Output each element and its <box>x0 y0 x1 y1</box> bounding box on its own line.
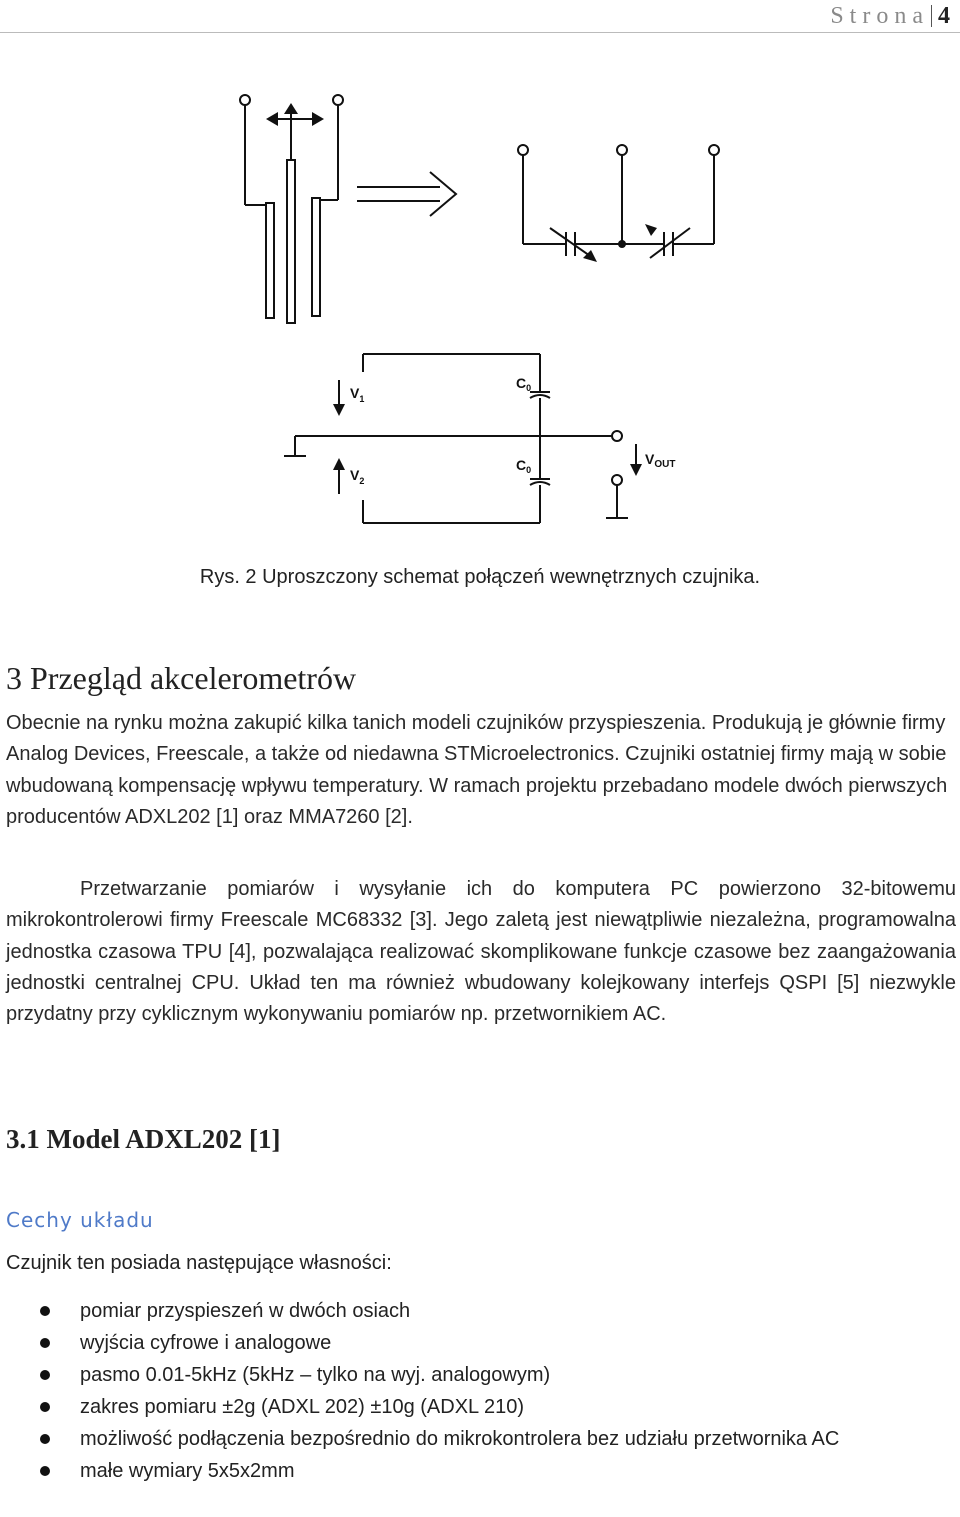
section-3-title: 3 Przegląd akcelerometrów <box>6 660 357 696</box>
junction-dot <box>618 240 626 248</box>
bullet-icon <box>40 1402 50 1412</box>
equivalent-circuit <box>284 354 636 523</box>
figure-caption: Rys. 2 Uproszczony schemat połączeń wewnętrznych czujnika. <box>199 566 761 588</box>
list-item: pasmo 0.01-5kHz (5kHz – tylko na wyj. analogowym) <box>0 1360 956 1391</box>
features-subtitle: Cechy układu <box>6 1208 154 1232</box>
v2-label: $V_2$ <box>350 467 365 486</box>
section-3-1-title: 3.1 Model ADXL202 [1] <box>6 1124 281 1154</box>
v1-arrow-icon <box>333 404 345 416</box>
bullet-icon <box>40 1338 50 1348</box>
page-number: 4 <box>938 2 950 29</box>
list-item: wyjścia cyfrowe i analogowe <box>0 1328 956 1359</box>
section-3-paragraph-1: Obecnie na rynku można zakupić kilka tanich modeli czujników przyspieszenia. Produkują je głównie firmy Analog Devices, Freescale, a także od niedawna STMicroelectronics. Czujniki ostatniej firmy mają w sobie wbudowaną kompensację wpływu temperatury. W ramach projektu przebadano modele dwóch pierwszych producentów ADXL202 [1] oraz MMA7260 [2]. <box>6 712 948 828</box>
v2-arrow-icon <box>333 458 345 470</box>
arrow-left-icon <box>266 112 278 126</box>
arrow-up-icon <box>284 103 298 114</box>
section-3-paragraph-2 <box>6 874 956 1030</box>
vout-label: $V_{OUT}$ <box>645 451 676 470</box>
c0-bottom-label: $C_0$ <box>516 457 532 475</box>
arrow-right-icon <box>312 112 324 126</box>
implies-arrow-icon <box>357 172 456 216</box>
bullet-icon <box>40 1306 50 1316</box>
variable-arrow-icon <box>645 224 657 236</box>
features-intro: Czujnik ten posiada następujące własności: <box>6 1252 392 1274</box>
c0-top-label: $C_0$ <box>516 375 532 393</box>
vout-arrow-icon <box>630 464 642 476</box>
bullet-icon <box>40 1370 50 1380</box>
section-3-paragraph-2-text: Przetwarzanie pomiarów i wysyłanie ich do komputera PC powierzono 32-bitowemu mikrokontrolerowi firmy Freescale MC68332 [3]. Jego zaletą jest niewątpliwie niezależna, programowalna jednostka czasowa TPU [4], pozwalająca realizować skomplikowane funkcje czasowe bez zaangażowania jednostki centralnej CPU. Układ ten ma również wbudowany kolejkowany interfejs QSPI [5] niezwykle przydatny przy cyklicznym wykonywaniu pomiarów np. przetwornikiem AC. <box>6 878 956 1026</box>
differential-capacitor-symbol <box>518 145 719 258</box>
list-item: małe wymiary 5x5x2mm <box>0 1456 956 1487</box>
bullet-icon <box>40 1434 50 1444</box>
list-item: pomiar przyspieszeń w dwóch osiach <box>0 1296 956 1327</box>
v1-label: $V_1$ <box>350 385 365 404</box>
header-word: Strona <box>830 2 929 29</box>
bullet-icon <box>40 1466 50 1476</box>
list-item: zakres pomiaru ±2g (ADXL 202) ±10g (ADXL 210) <box>0 1392 956 1423</box>
features-list <box>0 1296 956 1488</box>
sensor-schematic-figure <box>0 0 960 560</box>
capacitor-plates-drawing <box>240 95 343 323</box>
list-item: możliwość podłączenia bezpośrednio do mikrokontrolera bez udziału przetwornika AC <box>0 1424 956 1455</box>
